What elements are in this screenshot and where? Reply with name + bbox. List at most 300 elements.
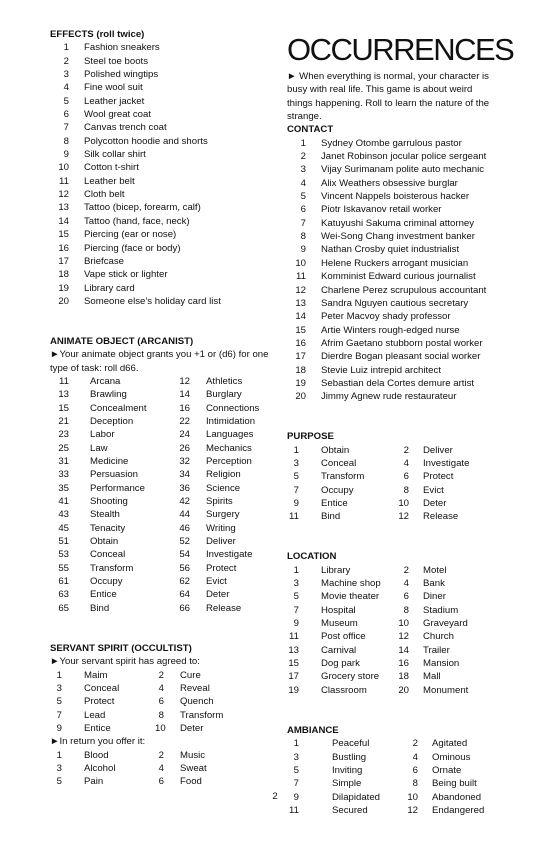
item-text: Leather jacket	[84, 95, 145, 107]
roll-number: 51	[58, 536, 69, 548]
table-row	[287, 737, 499, 750]
roll-number: 18	[58, 269, 69, 281]
item-text: Occupy	[90, 576, 123, 588]
contact-list	[287, 137, 499, 404]
roll-number: 65	[58, 602, 69, 614]
item-text: Release	[206, 602, 242, 614]
ambiance-table	[287, 737, 499, 817]
table-row	[287, 497, 499, 510]
item-text: Obtain	[90, 536, 119, 548]
item-text: Cloth belt	[84, 189, 125, 201]
roll-number: 16	[58, 242, 69, 254]
item-text: Wei-Song Chang investment banker	[321, 231, 475, 243]
item-text: Classroom	[321, 684, 367, 696]
roll-number: 3	[293, 578, 299, 590]
roll-number: 43	[58, 509, 69, 521]
table-row	[287, 804, 499, 817]
roll-number: 12	[179, 375, 190, 387]
item-text: Jimmy Agnew rude restaurateur	[321, 391, 457, 403]
roll-number: 2	[158, 749, 164, 761]
roll-number: 12	[295, 284, 306, 296]
table-row	[287, 644, 499, 657]
item-text: Deliver	[423, 444, 453, 456]
roll-number: 9	[300, 244, 306, 256]
list-item	[50, 201, 270, 214]
roll-number: 6	[412, 764, 418, 776]
roll-number: 23	[58, 429, 69, 441]
roll-number: 1	[293, 564, 299, 576]
roll-number: 4	[63, 82, 69, 94]
roll-number: 14	[58, 215, 69, 227]
roll-number: 13	[288, 644, 299, 656]
table-row	[50, 508, 270, 521]
item-text: Transform	[180, 709, 224, 721]
item-text: Polished wingtips	[84, 69, 159, 81]
table-row	[287, 630, 499, 643]
item-text: Burglary	[206, 389, 242, 401]
roll-number: 10	[398, 498, 409, 509]
item-text: Maim	[84, 669, 108, 681]
roll-number: 6	[403, 591, 409, 603]
roll-number: 13	[58, 389, 69, 401]
table-row	[287, 457, 499, 470]
table-row	[287, 751, 499, 764]
roll-number: 15	[288, 658, 299, 670]
item-text: Peaceful	[332, 738, 370, 750]
item-text: Machine shop	[321, 578, 381, 590]
roll-number: 17	[288, 671, 299, 683]
list-item	[50, 242, 270, 255]
roll-number: 16	[179, 402, 190, 414]
item-text: Pain	[84, 776, 104, 788]
roll-number: 1	[56, 669, 62, 681]
item-text: Library card	[84, 282, 135, 294]
item-text: Endangered	[432, 804, 485, 816]
roll-number: 21	[58, 415, 69, 427]
roll-number: 34	[179, 469, 190, 481]
list-item	[287, 270, 499, 283]
table-row	[50, 749, 270, 762]
roll-number: 10	[58, 162, 69, 174]
item-text: Conceal	[321, 457, 357, 469]
roll-number: 6	[300, 204, 306, 216]
item-text: Persuasion	[90, 469, 138, 481]
item-text: Tattoo (hand, face, neck)	[84, 215, 190, 227]
item-text: Charlene Perez scrupulous accountant	[321, 284, 487, 296]
item-text: Tenacity	[90, 522, 126, 534]
roll-number: 18	[398, 671, 409, 683]
roll-number: 12	[398, 631, 409, 643]
list-item	[50, 228, 270, 241]
item-text: Canvas trench coat	[84, 122, 167, 134]
list-item	[287, 230, 499, 243]
list-item	[287, 364, 499, 377]
roll-number: 8	[300, 231, 306, 243]
item-text: Deter	[206, 589, 230, 601]
servant-spirit-intro: ►Your servant spirit has agreed to:	[50, 656, 200, 668]
location-table	[287, 564, 499, 697]
item-text: Piotr Iskavanov retail worker	[321, 204, 442, 216]
item-text: Movie theater	[321, 591, 380, 603]
roll-number: 8	[63, 135, 69, 147]
roll-number: 26	[179, 442, 190, 454]
roll-number: 5	[293, 591, 299, 603]
item-text: Evict	[423, 484, 444, 496]
roll-number: 5	[63, 95, 69, 107]
item-text: Lead	[84, 709, 106, 721]
item-text: Bind	[321, 511, 341, 523]
list-item	[50, 68, 270, 81]
list-item	[50, 41, 270, 54]
list-item	[50, 148, 270, 161]
list-item	[50, 175, 270, 188]
roll-number: 61	[58, 576, 69, 588]
roll-number: 6	[63, 109, 69, 121]
item-text: Stealth	[90, 509, 120, 521]
roll-number: 11	[59, 175, 69, 187]
table-row	[287, 444, 499, 457]
table-row	[50, 695, 270, 708]
table-row	[50, 442, 270, 455]
table-row	[50, 455, 270, 468]
list-item	[50, 188, 270, 201]
roll-number: 11	[289, 631, 299, 643]
item-text: Nathan Crosby quiet industrialist	[321, 244, 460, 256]
roll-number: 52	[179, 536, 190, 548]
roll-number: 35	[58, 482, 69, 494]
item-text: Diner	[423, 591, 446, 603]
roll-number: 6	[158, 696, 164, 708]
roll-number: 3	[293, 457, 299, 469]
roll-number: 5	[293, 471, 299, 483]
item-text: Protect	[84, 696, 115, 708]
servant-spirit-header: SERVANT SPIRIT (OCCULTIST)	[50, 642, 192, 654]
roll-number: 1	[63, 42, 69, 54]
roll-number: 6	[158, 776, 164, 788]
item-text: Polycotton hoodie and shorts	[84, 135, 208, 147]
roll-number: 9	[293, 498, 299, 509]
roll-number: 10	[155, 722, 166, 734]
item-text: Concealment	[90, 402, 147, 414]
item-text: Deter	[423, 498, 447, 509]
roll-number: 45	[58, 522, 69, 534]
item-text: Evict	[206, 576, 227, 588]
item-text: Quench	[180, 696, 214, 708]
item-text: Sweat	[180, 762, 207, 774]
roll-number: 8	[403, 484, 409, 496]
effects-header: EFFECTS (roll twice)	[50, 29, 145, 40]
list-item	[287, 190, 499, 203]
item-text: Cure	[180, 669, 201, 681]
list-item	[287, 137, 499, 150]
item-text: Labor	[90, 429, 115, 441]
list-item	[287, 163, 499, 176]
item-text: Vincent Nappels boisterous hacker	[321, 191, 470, 203]
roll-number: 5	[56, 776, 62, 788]
item-text: Hospital	[321, 604, 356, 616]
roll-number: 53	[58, 549, 69, 561]
item-text: Komminist Edward curious journalist	[321, 271, 476, 283]
servant-offer-table	[50, 749, 270, 789]
item-text: Investigate	[423, 457, 470, 469]
item-text: Mansion	[423, 658, 460, 670]
item-text: Dierdre Bogan pleasant social worker	[321, 351, 481, 363]
roll-number: 1	[293, 738, 299, 750]
table-row	[50, 402, 270, 415]
item-text: Briefcase	[84, 255, 124, 267]
roll-number: 44	[179, 509, 190, 521]
item-text: Graveyard	[423, 618, 468, 630]
item-text: Post office	[321, 631, 366, 643]
roll-number: 10	[398, 618, 409, 630]
animate-object-intro: ►Your animate object grants you +1 or (d6) for one type of task: roll d66.	[50, 349, 269, 374]
purpose-table	[287, 444, 499, 524]
roll-number: 2	[412, 738, 418, 750]
table-row	[287, 684, 499, 697]
roll-number: 10	[407, 791, 418, 803]
roll-number: 8	[158, 709, 164, 721]
roll-number: 8	[412, 778, 418, 790]
list-item	[287, 217, 499, 230]
roll-number: 31	[58, 456, 69, 467]
item-text: Entice	[321, 498, 348, 509]
item-text: Stadium	[423, 604, 459, 616]
item-text: Vijay Surimanam polite auto mechanic	[321, 164, 484, 176]
item-text: Languages	[206, 429, 254, 441]
table-row	[50, 535, 270, 548]
item-text: Protect	[423, 471, 454, 483]
table-row	[50, 388, 270, 401]
item-text: Inviting	[332, 764, 363, 776]
item-text: Occupy	[321, 484, 354, 496]
roll-number: 22	[179, 415, 190, 427]
table-row	[50, 575, 270, 588]
item-text: Deception	[90, 415, 134, 427]
roll-number: 12	[398, 511, 409, 523]
item-text: Surgery	[206, 509, 240, 521]
item-text: Conceal	[90, 549, 126, 561]
list-item	[287, 390, 499, 403]
roll-number: 41	[58, 496, 69, 508]
table-row	[50, 482, 270, 495]
list-item	[287, 177, 499, 190]
occurrences-intro: ► When everything is normal, your character is busy with real life. This game is about weird things happening. Roll to learn the nature of the strange.	[287, 71, 490, 123]
item-text: Deliver	[206, 536, 236, 548]
item-text: Wool great coat	[84, 109, 152, 121]
item-text: Medicine	[90, 456, 129, 467]
animate-object-header: ANIMATE OBJECT (ARCANIST)	[50, 335, 194, 347]
item-text: Fine wool suit	[84, 82, 143, 94]
item-text: Transform	[90, 562, 134, 574]
item-text: Conceal	[84, 682, 120, 694]
list-item	[287, 243, 499, 256]
item-text: Dog park	[321, 658, 360, 670]
item-text: Ornate	[432, 764, 462, 776]
item-text: Transform	[321, 471, 365, 483]
roll-number: 4	[300, 177, 306, 189]
item-text: Reveal	[180, 682, 210, 694]
item-text: Sandra Nguyen cautious secretary	[321, 297, 469, 309]
roll-number: 32	[179, 456, 190, 467]
item-text: Monument	[423, 684, 469, 696]
list-item	[50, 215, 270, 228]
roll-number: 4	[158, 682, 164, 694]
item-text: Piercing (ear or nose)	[84, 229, 177, 241]
list-item	[287, 150, 499, 163]
roll-number: 24	[179, 429, 190, 441]
table-row	[287, 670, 499, 683]
roll-number: 4	[412, 751, 418, 763]
roll-number: 64	[179, 589, 190, 601]
table-row	[50, 415, 270, 428]
roll-number: 9	[56, 722, 62, 734]
roll-number: 14	[295, 311, 306, 323]
roll-number: 2	[158, 669, 164, 681]
roll-number: 1	[56, 749, 62, 761]
table-row	[50, 522, 270, 535]
item-text: Piercing (face or body)	[84, 242, 181, 254]
roll-number: 9	[63, 149, 69, 161]
roll-number: 54	[179, 549, 190, 561]
roll-number: 10	[295, 257, 306, 269]
roll-number: 7	[293, 604, 299, 616]
item-text: Perception	[206, 456, 252, 467]
list-item	[50, 55, 270, 68]
roll-number: 1	[300, 137, 306, 149]
roll-number: 14	[179, 389, 190, 401]
item-text: Bind	[90, 602, 110, 614]
item-text: Release	[423, 511, 459, 523]
item-text: Intimidation	[206, 415, 256, 427]
item-text: Peter Macvoy shady professor	[321, 311, 451, 323]
table-row	[287, 604, 499, 617]
roll-number: 2	[63, 55, 69, 67]
list-item	[287, 284, 499, 297]
purpose-header: PURPOSE	[287, 431, 334, 443]
roll-number: 9	[293, 791, 299, 803]
item-text: Agitated	[432, 738, 468, 750]
table-row	[50, 709, 270, 722]
item-text: Leather belt	[84, 175, 135, 187]
roll-number: 2	[403, 444, 409, 456]
list-item	[50, 255, 270, 268]
roll-number: 19	[288, 684, 299, 696]
item-text: Deter	[180, 722, 204, 734]
list-item	[287, 257, 499, 270]
roll-number: 12	[407, 804, 418, 816]
roll-number: 15	[58, 229, 69, 241]
item-text: Food	[180, 776, 202, 788]
item-text: Dilapidated	[332, 791, 381, 803]
item-text: Music	[180, 749, 206, 761]
table-row	[287, 484, 499, 497]
roll-number: 7	[293, 778, 299, 790]
item-text: Spirits	[206, 496, 233, 508]
roll-number: 4	[158, 762, 164, 774]
list-item	[287, 203, 499, 216]
table-row	[287, 564, 499, 577]
item-text: Sydney Otombe garrulous pastor	[321, 137, 462, 149]
item-text: Brawling	[90, 389, 127, 401]
item-text: Bank	[423, 578, 445, 590]
effects-list	[50, 41, 270, 308]
table-row	[50, 588, 270, 601]
table-row	[287, 470, 499, 483]
roll-number: 13	[295, 297, 306, 309]
roll-number: 11	[296, 271, 306, 283]
table-row	[50, 762, 270, 775]
item-text: Entice	[84, 722, 111, 734]
left-column	[50, 28, 270, 789]
item-text: Silk collar shirt	[84, 149, 146, 161]
roll-number: 56	[179, 562, 190, 574]
list-item	[50, 81, 270, 94]
contact-header: CONTACT	[287, 124, 334, 136]
table-row	[287, 617, 499, 630]
item-text: Stevie Luiz intrepid architect	[321, 364, 441, 376]
roll-number: 11	[59, 375, 69, 387]
item-text: Carnival	[321, 644, 357, 656]
item-text: Religion	[206, 469, 241, 481]
item-text: Mall	[423, 671, 441, 683]
table-row	[50, 722, 270, 735]
item-text: Sebastian dela Cortes demure artist	[321, 377, 475, 389]
roll-number: 15	[295, 324, 306, 336]
table-row	[50, 682, 270, 695]
list-item	[287, 297, 499, 310]
item-text: Science	[206, 482, 241, 494]
item-text: Church	[423, 631, 454, 643]
roll-number: 14	[398, 644, 409, 656]
roll-number: 20	[398, 684, 409, 696]
roll-number: 33	[58, 469, 69, 481]
roll-number: 4	[403, 578, 409, 590]
item-text: Bustling	[332, 751, 367, 763]
roll-number: 7	[300, 217, 306, 229]
table-row	[287, 577, 499, 590]
roll-number: 12	[58, 189, 69, 201]
roll-number: 3	[63, 69, 69, 81]
item-text: Grocery store	[321, 671, 380, 683]
page-title: OCCURRENCES	[287, 32, 514, 67]
item-text: Entice	[90, 589, 117, 601]
list-item	[50, 282, 270, 295]
table-row	[50, 375, 270, 388]
roll-number: 4	[403, 457, 409, 469]
roll-number: 11	[289, 511, 299, 523]
list-item	[287, 377, 499, 390]
item-text: Shooting	[90, 496, 128, 508]
item-text: Abandoned	[432, 791, 482, 803]
item-text: Ominous	[432, 751, 471, 763]
roll-number: 8	[403, 604, 409, 616]
item-text: Afrim Gaetano stubborn postal worker	[321, 337, 483, 349]
item-text: Law	[90, 442, 108, 454]
item-text: Alix Weathers obsessive burglar	[321, 177, 458, 189]
table-row	[287, 657, 499, 670]
roll-number: 1	[293, 444, 299, 456]
table-row	[50, 548, 270, 561]
roll-number: 63	[58, 589, 69, 601]
table-row	[50, 602, 270, 615]
table-row	[50, 669, 270, 682]
table-row	[50, 428, 270, 441]
list-item	[287, 310, 499, 323]
servant-offer-intro: ►In return you offer it:	[50, 736, 146, 748]
roll-number: 16	[295, 337, 306, 349]
right-column	[287, 28, 514, 817]
item-text: Performance	[90, 482, 145, 494]
